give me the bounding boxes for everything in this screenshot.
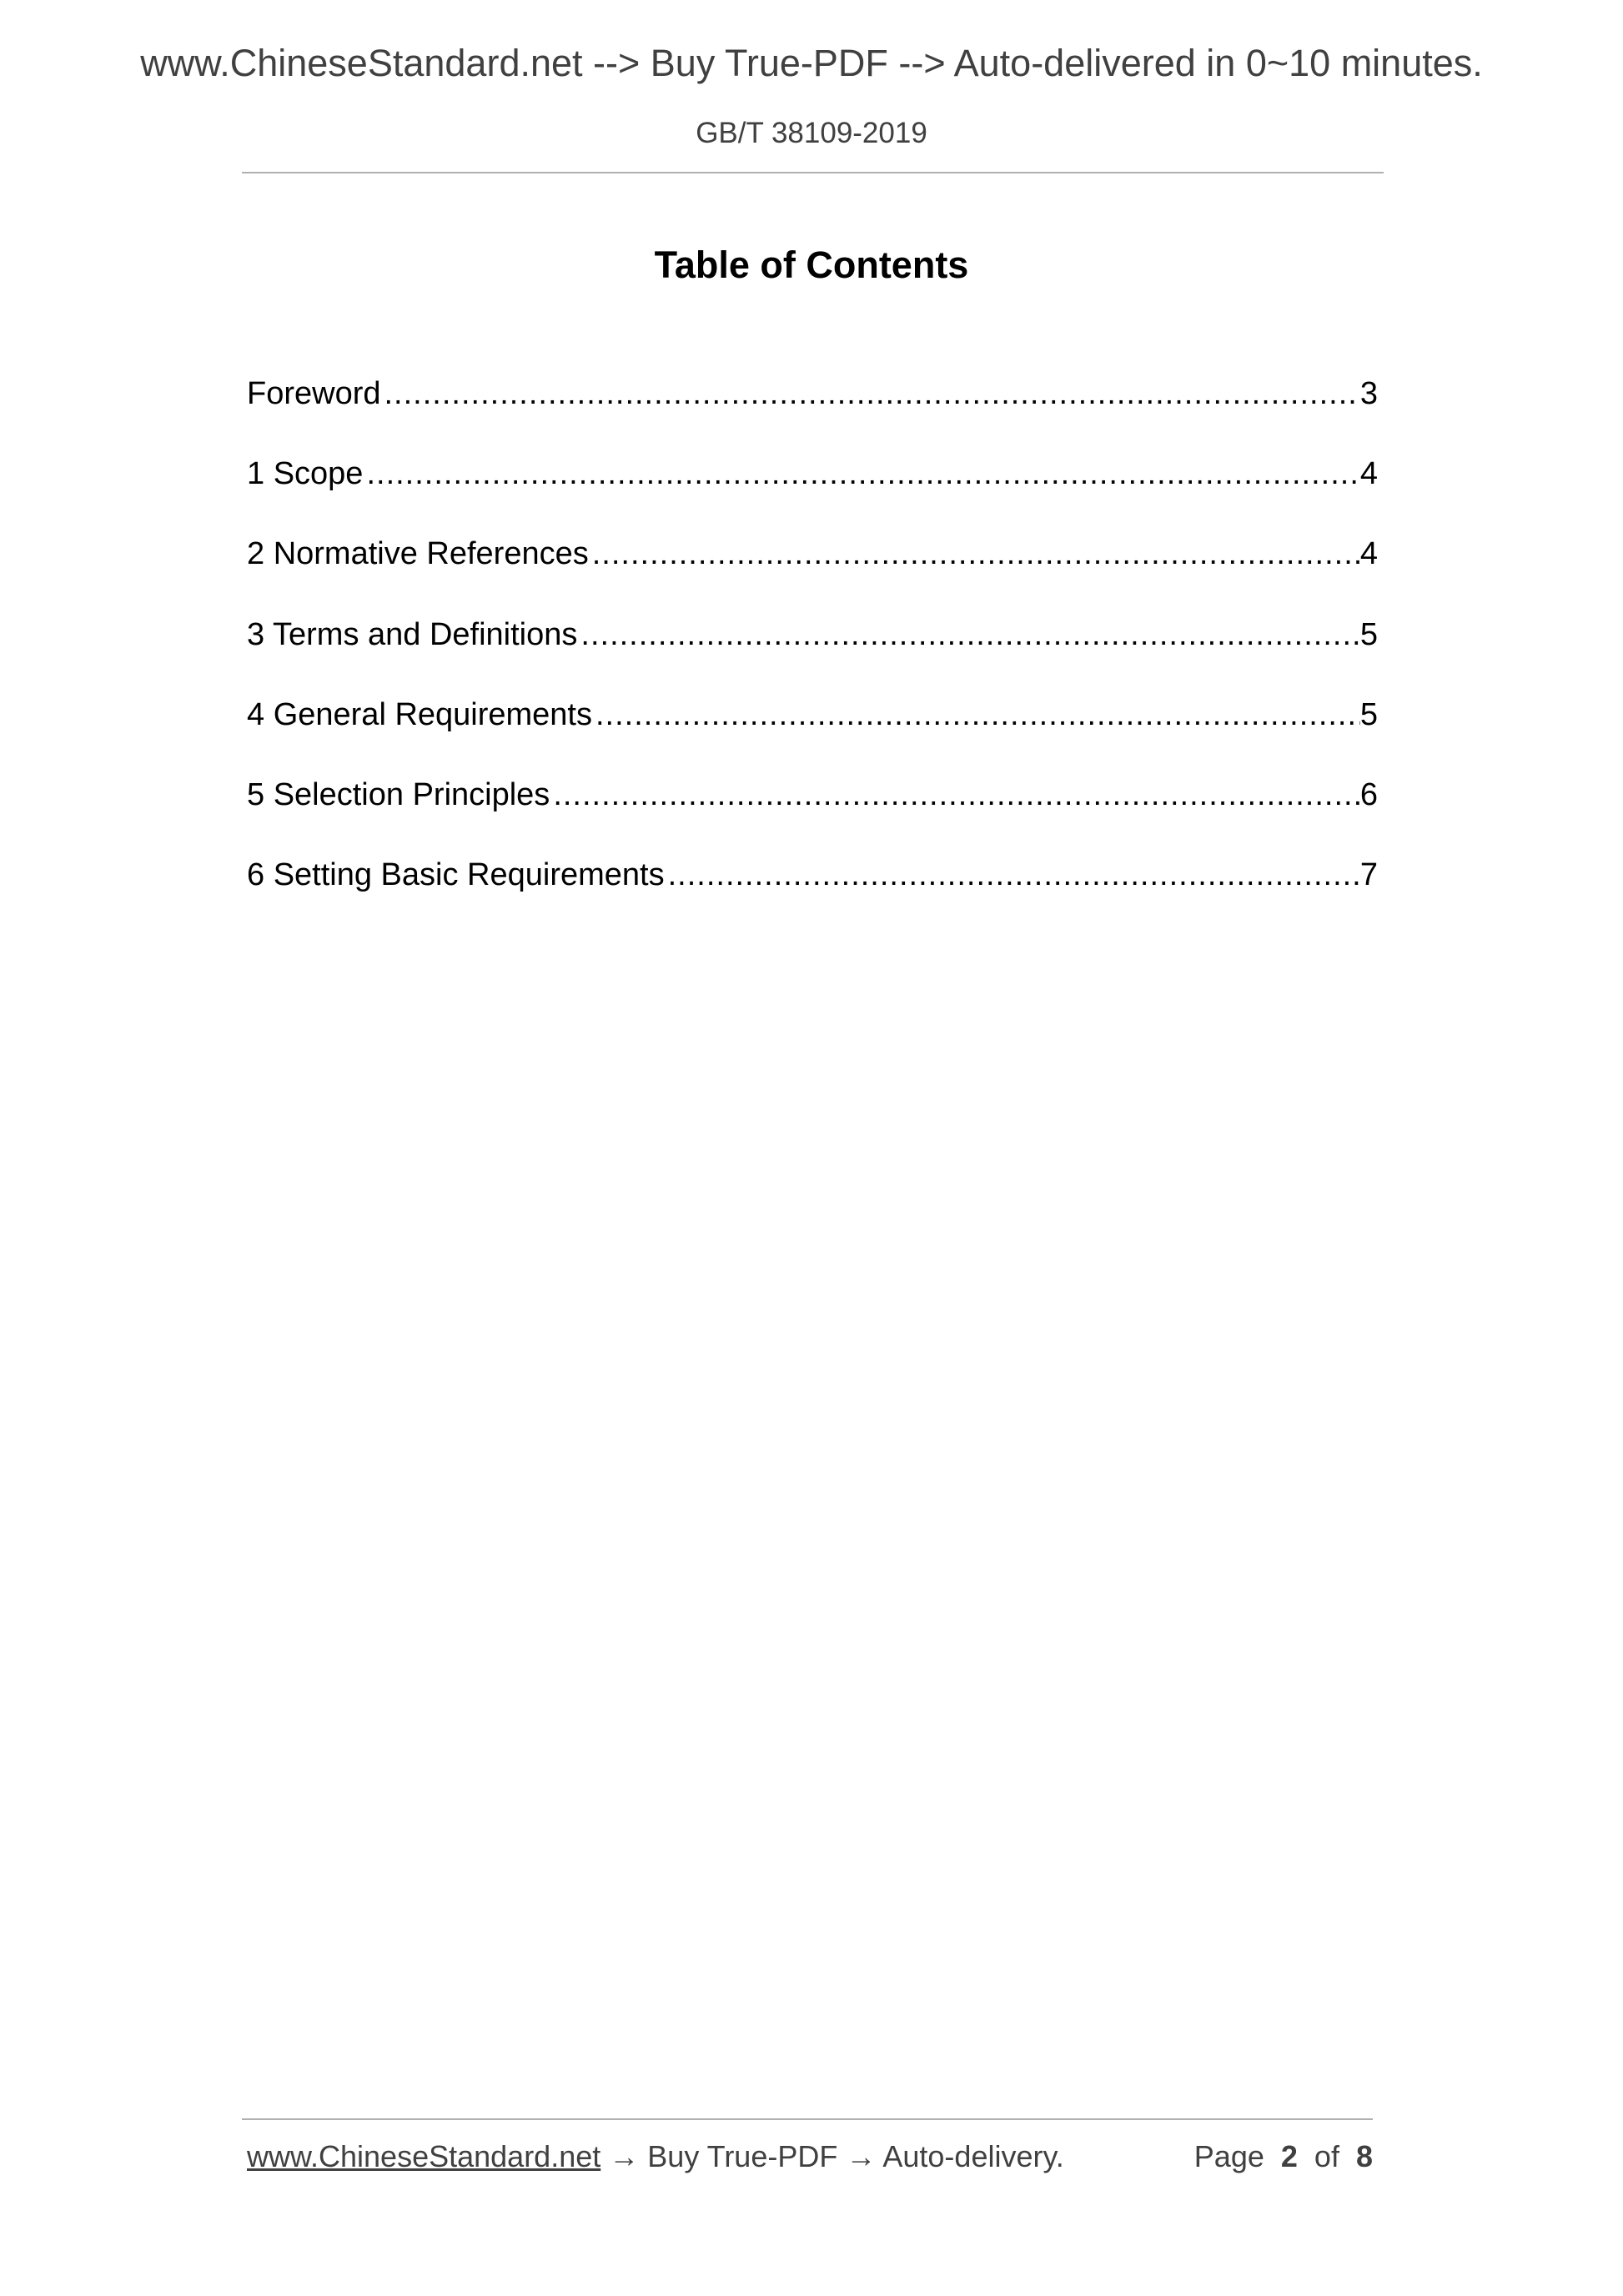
toc-entry-setting-basic-requirements[interactable]: [247, 857, 1378, 937]
toc-leader-dots: [381, 376, 1360, 412]
toc-entry-normative-references[interactable]: [247, 536, 1378, 616]
toc-entry-selection-principles[interactable]: [247, 777, 1378, 857]
page-total: 8: [1355, 2139, 1373, 2173]
toc-entry-terms-and-definitions[interactable]: [247, 617, 1378, 697]
toc-leader-dots: [363, 456, 1359, 492]
toc-entry-general-requirements[interactable]: [247, 697, 1378, 777]
footer-site-link[interactable]: www.ChineseStandard.net: [247, 2139, 601, 2173]
page-of-label: of: [1314, 2139, 1339, 2173]
arrow-right-icon: →: [846, 2139, 877, 2173]
toc-leader-dots: [665, 857, 1360, 893]
document-code: GB/T 38109-2019: [696, 117, 927, 149]
footer-promo: [247, 2139, 1064, 2174]
toc-entry-label: 2 Normative References: [247, 536, 589, 572]
toc-entry-page: 5: [1359, 616, 1378, 652]
table-of-contents: [247, 376, 1378, 937]
header-divider: [242, 172, 1384, 173]
header-banner: www.ChineseStandard.net --> Buy True-PDF --> Auto-delivered in 0~10 minutes.: [140, 42, 1483, 84]
toc-leader-dots: [592, 697, 1360, 733]
footer-buy-text: Buy True-PDF: [647, 2139, 838, 2173]
page-label: Page: [1193, 2139, 1264, 2173]
toc-leader-dots: [589, 536, 1360, 572]
toc-entry-page: 7: [1359, 857, 1378, 893]
toc-entry-label: 5 Selection Principles: [247, 776, 550, 812]
toc-leader-dots: [550, 777, 1360, 813]
page-counter: [1194, 2139, 1373, 2174]
toc-entry-page: 3: [1359, 376, 1378, 411]
footer-delivery-text: Auto-delivery.: [882, 2139, 1064, 2173]
toc-entry-label: 3 Terms and Definitions: [247, 616, 578, 652]
toc-entry-scope[interactable]: [247, 456, 1378, 536]
toc-entry-label: 4 General Requirements: [247, 696, 592, 732]
toc-entry-page: 4: [1359, 536, 1378, 572]
arrow-right-icon: →: [609, 2139, 640, 2173]
page-current: 2: [1280, 2139, 1298, 2173]
footer-divider: [242, 2118, 1373, 2120]
toc-entry-label: Foreword: [247, 376, 381, 411]
toc-leader-dots: [577, 617, 1359, 653]
toc-title: Table of Contents: [654, 244, 969, 286]
toc-entry-label: 1 Scope: [247, 456, 364, 492]
toc-entry-foreword[interactable]: [247, 376, 1378, 456]
toc-entry-page: 5: [1359, 696, 1378, 732]
toc-entry-page: 4: [1359, 456, 1378, 492]
toc-entry-label: 6 Setting Basic Requirements: [247, 857, 665, 893]
toc-entry-page: 6: [1359, 776, 1378, 812]
